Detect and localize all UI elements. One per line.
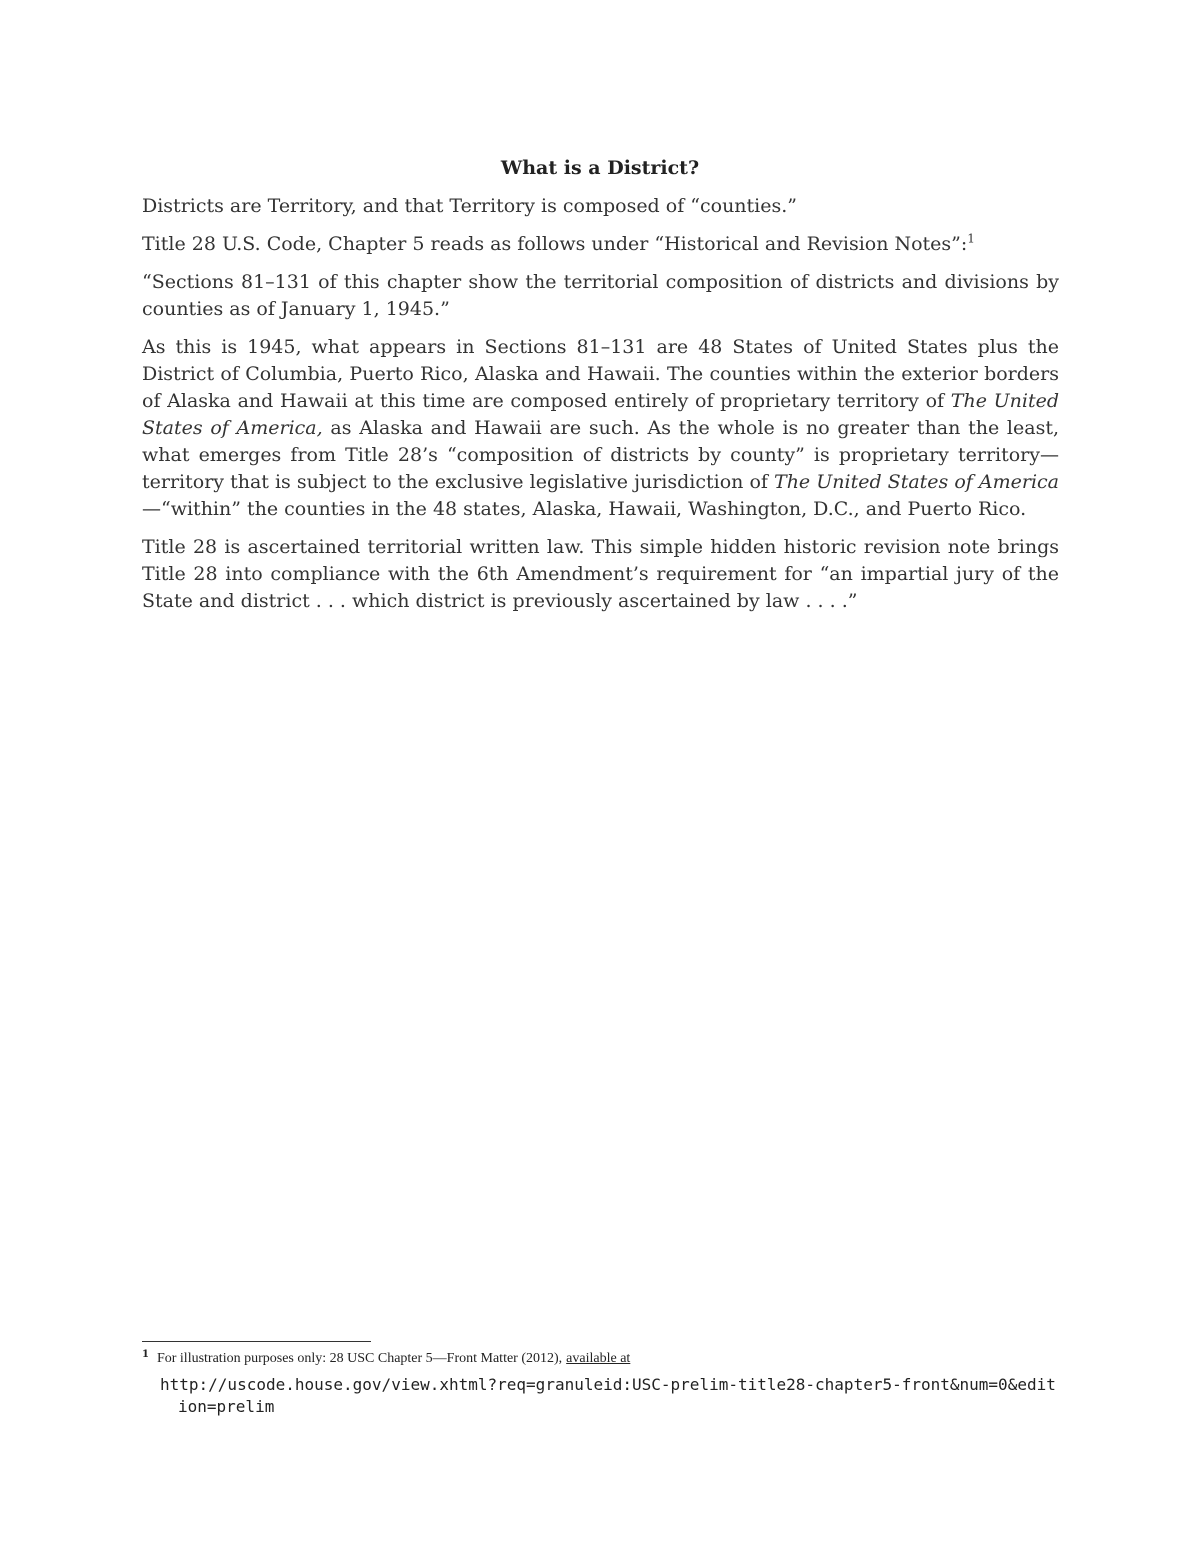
paragraph-title-28 bbox=[142, 231, 1059, 258]
footnote-url-link[interactable]: http://uscode.house.gov/view.xhtml?req=granuleid:USC-prelim-title28-chapter5-front&num=0&edition=prelim bbox=[160, 1375, 1056, 1416]
paragraph-1945-part-2: as Alaska and Hawaii are such. As the whole is no greater than the least, what emerges from Title 28’s “composition of districts by county” is proprietary territory—territory that is subject to the exclusive legislative jurisdiction of bbox=[142, 417, 1060, 493]
paragraph-1945-part-1: As this is 1945, what appears in Sections 81–131 are 48 States of United States plus the District of Columbia, Puerto Rico, Alaska and Hawaii. The counties within the exterior borders of Alaska and Hawaii at this time are composed entirely of proprietary territory of bbox=[142, 336, 1059, 412]
paragraph-1945 bbox=[142, 334, 1059, 523]
paragraph-quote-sections: “Sections 81–131 of this chapter show the territorial composition of districts and divisions by counties as of January 1, 1945.” bbox=[142, 271, 1059, 320]
page-title: What is a District? bbox=[500, 157, 700, 179]
document-body bbox=[142, 193, 1059, 626]
footnote-mark: 1 bbox=[142, 1348, 149, 1360]
paragraph-title-28-text: Title 28 U.S. Code, Chapter 5 reads as follows under “Historical and Revision Notes”: bbox=[142, 233, 968, 255]
paragraph-districts: Districts are Territory, and that Territory is composed of “counties.” bbox=[142, 195, 797, 217]
paragraph-ascertained: Title 28 is ascertained territorial written law. This simple hidden historic revision note brings Title 28 into compliance with the 6th Amendment’s requirement for “an impartial jury of the State and district . . . which district is previously ascertained by law . . . .” bbox=[142, 536, 1059, 612]
footnote-reference[interactable]: 1 bbox=[967, 231, 975, 246]
emphasis-usa-1: The United States of America, bbox=[142, 390, 1060, 439]
paragraph-1945-part-3: —“within” the counties in the 48 states, Alaska, Hawaii, Washington, D.C., and Puerto Rico. bbox=[142, 498, 1027, 520]
footnote-separator bbox=[142, 1341, 371, 1342]
footnote-text: For illustration purposes only: 28 USC Chapter 5—Front Matter (2012), bbox=[156, 1351, 563, 1366]
footnote bbox=[142, 1350, 1059, 1418]
footnote-available-at: available at bbox=[566, 1351, 631, 1366]
emphasis-usa-2: The United States of America bbox=[774, 471, 1059, 493]
